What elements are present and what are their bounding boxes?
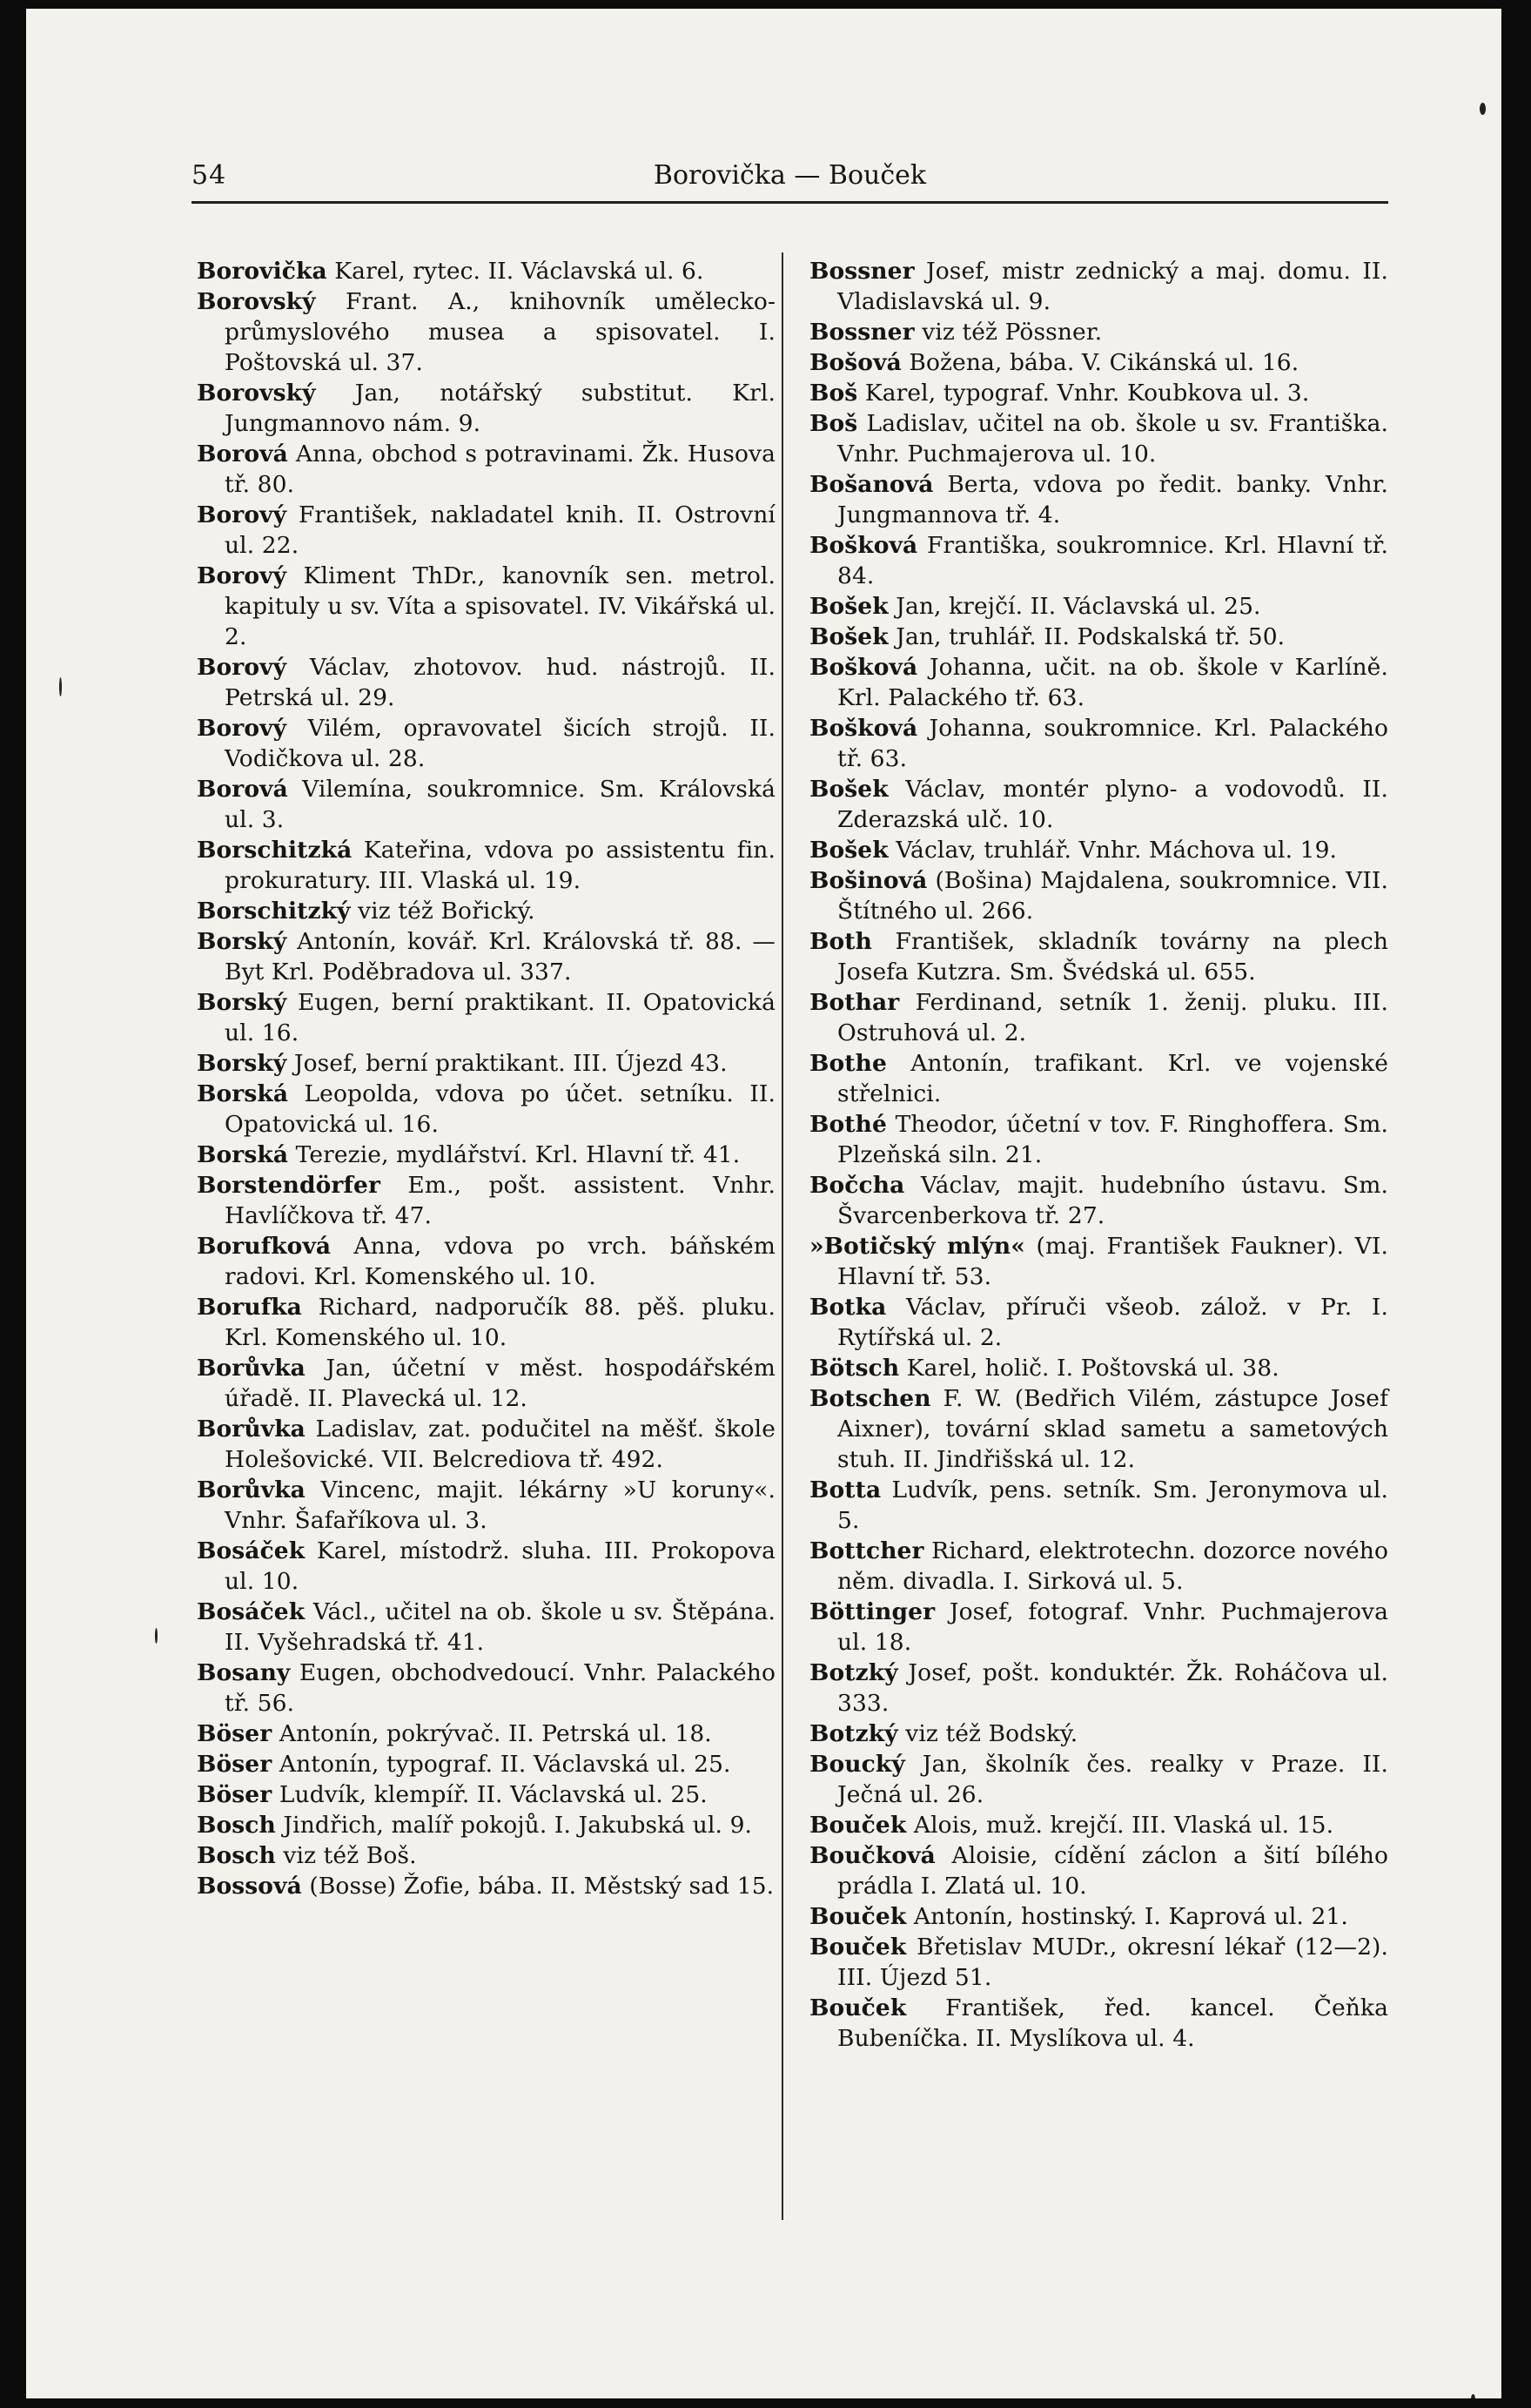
entry-surname: Bošek xyxy=(809,776,889,803)
entry-details: Frant. A., knihovník umělecko-průmyslového musea a spisovatel. I. Poštovská ul. 37. xyxy=(225,288,776,376)
entry-surname: Bošek xyxy=(809,837,889,864)
entry-details: Karel, rytec. II. Václavská ul. 6. xyxy=(326,258,704,285)
directory-entry xyxy=(809,774,1388,835)
entry-surname: Borovský xyxy=(197,380,316,407)
entry-details: (maj. František Faukner). VI. Hlavní tř. 53. xyxy=(837,1233,1388,1290)
directory-entry xyxy=(809,1475,1388,1536)
directory-entry xyxy=(809,591,1388,622)
directory-entry xyxy=(809,1993,1388,2054)
directory-entry xyxy=(197,500,776,561)
directory-entry xyxy=(809,408,1388,469)
entry-details: Ladislav, učitel na ob. škole u sv. Františka. Vnhr. Puchmajerova ul. 10. xyxy=(837,410,1388,467)
entry-details: Antonín, typograf. II. Václavská ul. 25. xyxy=(272,1751,731,1778)
directory-entry xyxy=(809,1749,1388,1810)
entry-details: Karel, místodrž. sluha. III. Prokopova ul. 10. xyxy=(225,1537,776,1595)
directory-entry xyxy=(197,378,776,439)
directory-entry xyxy=(197,1779,776,1810)
entry-details: Kateřina, vdova po assistentu fin. prokuratury. III. Vlaská ul. 19. xyxy=(225,837,776,894)
entry-surname: Böser xyxy=(197,1781,272,1808)
directory-entry xyxy=(809,865,1388,926)
entry-surname: Botzký xyxy=(809,1720,898,1747)
entry-surname: Borschitzká xyxy=(197,837,353,864)
directory-entry xyxy=(197,1140,776,1170)
directory-entry xyxy=(197,1292,776,1353)
entry-surname: Bouček xyxy=(809,1934,907,1961)
entry-details: Antonín, hostinský. I. Kaprová ul. 21. xyxy=(906,1903,1348,1930)
entry-surname: Boš xyxy=(809,380,858,407)
entry-surname: Borový xyxy=(197,715,287,742)
directory-entry xyxy=(197,561,776,652)
entry-details: Jan, školník čes. realky v Praze. II. Ječná ul. 26. xyxy=(837,1751,1388,1808)
entry-details: Josef, fotograf. Vnhr. Puchmajerova ul. 18. xyxy=(837,1598,1388,1656)
directory-entry xyxy=(809,317,1388,347)
entry-surname: Borový xyxy=(197,501,287,528)
page-header xyxy=(191,157,1388,200)
entry-details: Jan, krejčí. II. Václavská ul. 25. xyxy=(888,593,1261,620)
entry-details: Eugen, berní praktikant. II. Opatovická ul. 16. xyxy=(225,989,776,1046)
entry-details: Leopolda, vdova po účet. setníku. II. Opatovická ul. 16. xyxy=(225,1080,776,1138)
entry-surname: Bossová xyxy=(197,1873,302,1900)
entry-surname: Bothé xyxy=(809,1111,887,1138)
directory-entry xyxy=(809,1170,1388,1231)
left-column xyxy=(197,256,776,1901)
directory-entry xyxy=(809,378,1388,408)
entry-details: Anna, vdova po vrch. báňském radovi. Krl. Komenského ul. 10. xyxy=(225,1233,776,1290)
entry-surname: Borový xyxy=(197,654,287,681)
directory-entry xyxy=(197,1871,776,1901)
entry-details: Terezie, mydlářství. Krl. Hlavní tř. 41. xyxy=(288,1141,741,1168)
directory-entry xyxy=(809,1292,1388,1353)
directory-entry xyxy=(197,926,776,987)
directory-entry xyxy=(809,1383,1388,1475)
entry-details: Ladislav, zat. podučitel na měšť. škole Holešovické. VII. Belcrediova tř. 492. xyxy=(225,1416,776,1473)
entry-details: Vilém, opravovatel šicích strojů. II. Vodičkova ul. 28. xyxy=(225,715,776,772)
directory-entry xyxy=(809,987,1388,1048)
entry-details: Theodor, účetní v tov. F. Ringhoffera. Sm. Plzeňská siln. 21. xyxy=(837,1111,1388,1168)
entry-details: Berta, vdova po ředit. banky. Vnhr. Jungmannova tř. 4. xyxy=(837,471,1388,528)
entry-details: Johanna, učit. na ob. škole v Karlíně. Krl. Palackého tř. 63. xyxy=(837,654,1388,711)
entry-surname: Bosany xyxy=(197,1659,291,1686)
directory-entry xyxy=(197,1597,776,1658)
entry-surname: Borovička xyxy=(197,258,327,285)
directory-entry xyxy=(197,1048,776,1079)
entry-details: Jan, notářský substitut. Krl. Jungmannovo nám. 9. xyxy=(225,380,776,437)
directory-page xyxy=(26,9,1501,2398)
directory-entry xyxy=(809,1597,1388,1658)
directory-entry xyxy=(809,1719,1388,1749)
directory-entry xyxy=(197,1749,776,1779)
entry-details: František, skladník továrny na plech Josefa Kutzra. Sm. Švédská ul. 655. xyxy=(837,928,1388,985)
scan-speck xyxy=(1471,2394,1475,2398)
entry-details: Antonín, kovář. Krl. Královská tř. 88. — Byt Krl. Poděbradova ul. 337. xyxy=(225,928,776,985)
entry-surname: Botka xyxy=(809,1294,887,1321)
entry-surname: Bošek xyxy=(809,623,889,650)
directory-entry xyxy=(197,1231,776,1292)
entry-details: Františka, soukromnice. Krl. Hlavní tř. 84. xyxy=(837,532,1388,589)
entry-surname: Bouček xyxy=(809,1812,907,1839)
entry-surname: Borová xyxy=(197,776,288,803)
entry-surname: Borůvka xyxy=(197,1355,306,1382)
entry-surname: Bošová xyxy=(809,349,902,376)
entry-surname: Böser xyxy=(197,1751,272,1778)
directory-entry xyxy=(809,1536,1388,1597)
entry-details: Jan, truhlář. II. Podskalská tř. 50. xyxy=(888,623,1286,650)
entry-details: viz též Bodský. xyxy=(897,1720,1078,1747)
entry-surname: Boucký xyxy=(809,1751,905,1778)
directory-entry xyxy=(809,1231,1388,1292)
scan-speck xyxy=(155,1628,158,1644)
entry-details: Josef, mistr zednický a maj. domu. II. Vladislavská ul. 9. xyxy=(837,258,1388,315)
entry-details: František, nakladatel knih. II. Ostrovní ul. 22. xyxy=(225,501,776,559)
entry-surname: Borschitzký xyxy=(197,898,351,925)
entry-surname: Bošková xyxy=(809,715,918,742)
entry-surname: Both xyxy=(809,928,872,955)
entry-surname: Borůvka xyxy=(197,1416,306,1443)
entry-surname: Bosáček xyxy=(197,1598,306,1625)
running-head: Borovička — Bouček xyxy=(653,160,927,191)
directory-entry xyxy=(197,1536,776,1597)
entry-details: viz též Pössner. xyxy=(914,319,1103,346)
entry-details: Vincenc, majit. lékárny »U koruny«. Vnhr. Šafaříkova ul. 3. xyxy=(225,1476,776,1534)
directory-entry xyxy=(809,1048,1388,1109)
entry-surname: Bošinová xyxy=(809,867,928,894)
entry-surname: Botschen xyxy=(809,1385,931,1412)
directory-entry xyxy=(197,835,776,896)
entry-details: Alois, muž. krejčí. III. Vlaská ul. 15. xyxy=(906,1812,1334,1839)
directory-entry xyxy=(197,987,776,1048)
entry-details: Eugen, obchodvedoucí. Vnhr. Palackého tř. 56. xyxy=(225,1659,776,1717)
entry-surname: Bočcha xyxy=(809,1172,905,1199)
entry-details: Josef, pošt. konduktér. Žk. Roháčova ul. 333. xyxy=(837,1659,1388,1717)
page-number: 54 xyxy=(191,160,227,191)
entry-details: viz též Bořický. xyxy=(350,898,535,925)
entry-surname: Bothe xyxy=(809,1050,887,1077)
entry-surname: Bouček xyxy=(809,1994,907,2021)
directory-entry xyxy=(809,1901,1388,1932)
entry-surname: Bošková xyxy=(809,532,918,559)
entry-surname: Bothar xyxy=(809,989,900,1016)
entry-surname: Boučková xyxy=(809,1842,936,1869)
entry-surname: Botta xyxy=(809,1476,882,1503)
entry-surname: Bošanová xyxy=(809,471,934,498)
directory-entry xyxy=(197,1414,776,1475)
entry-details: F. W. (Bedřich Vilém, zástupce Josef Aixner), tovární sklad sametu a sametových stuh. II. Jindřišská ul. 12. xyxy=(837,1385,1388,1473)
entry-surname: Borský xyxy=(197,1050,287,1077)
entry-surname: Bosch xyxy=(197,1812,276,1839)
directory-entry xyxy=(197,1475,776,1536)
entry-details: Johanna, soukromnice. Krl. Palackého tř. 63. xyxy=(837,715,1388,772)
header-rule xyxy=(191,201,1388,204)
directory-entry xyxy=(197,286,776,378)
entry-details: Václav, příruči všeob. zálož. v Pr. I. Rytířská ul. 2. xyxy=(837,1294,1388,1351)
entry-details: Ferdinand, setník 1. ženij. pluku. III. Ostruhová ul. 2. xyxy=(837,989,1388,1046)
entry-surname: Bosch xyxy=(197,1842,276,1869)
directory-entry xyxy=(809,530,1388,591)
directory-entry xyxy=(197,896,776,926)
directory-entry xyxy=(197,256,776,286)
entry-surname: Borová xyxy=(197,441,288,467)
entry-surname: Bošková xyxy=(809,654,918,681)
entry-surname: Bossner xyxy=(809,319,915,346)
entry-details: Richard, nadporučík 88. pěš. pluku. Krl. Komenského ul. 10. xyxy=(225,1294,776,1351)
directory-entry xyxy=(809,1810,1388,1840)
entry-details: Václav, montér plyno- a vodovodů. II. Zderazská ulč. 10. xyxy=(837,776,1388,833)
directory-entry xyxy=(809,256,1388,317)
scan-speck xyxy=(59,677,62,696)
directory-entry xyxy=(809,1109,1388,1170)
entry-surname: Bötsch xyxy=(809,1355,900,1382)
entry-surname: Borovský xyxy=(197,288,316,315)
directory-entry xyxy=(809,622,1388,652)
entry-surname: Boš xyxy=(809,410,858,437)
directory-entry xyxy=(197,1719,776,1749)
entry-surname: Borský xyxy=(197,928,287,955)
entry-surname: Bottcher xyxy=(809,1537,924,1564)
entry-details: Antonín, pokrývač. II. Petrská ul. 18. xyxy=(272,1720,712,1747)
directory-entry xyxy=(197,1840,776,1871)
entry-details: Kliment ThDr., kanovník sen. metrol. kapituly u sv. Víta a spisovatel. IV. Vikářská ul. 2. xyxy=(225,562,776,650)
directory-entry xyxy=(809,1840,1388,1901)
directory-entry xyxy=(197,713,776,774)
entry-details: Richard, elektrotechn. dozorce nového něm. divadla. I. Sirková ul. 5. xyxy=(837,1537,1388,1595)
scan-speck xyxy=(1480,103,1486,115)
entry-surname: Böser xyxy=(197,1720,272,1747)
directory-entry xyxy=(197,1810,776,1840)
entry-surname: Borufková xyxy=(197,1233,332,1260)
directory-entry xyxy=(197,1079,776,1140)
entry-details: (Bosse) Žofie, bába. II. Městský sad 15. xyxy=(301,1873,775,1900)
entry-details: Aloisie, cídění záclon a šití bílého prádla I. Zlatá ul. 10. xyxy=(837,1842,1388,1900)
right-column xyxy=(809,256,1388,2054)
entry-details: Božena, bába. V. Cikánská ul. 16. xyxy=(901,349,1299,376)
entry-surname: Borstendörfer xyxy=(197,1172,381,1199)
entry-details: Václav, majit. hudebního ústavu. Sm. Švarcenberkova tř. 27. xyxy=(837,1172,1388,1229)
entry-details: Ludvík, klempíř. II. Václavská ul. 25. xyxy=(272,1781,708,1808)
directory-entry xyxy=(809,469,1388,530)
entry-surname: Borský xyxy=(197,989,287,1016)
directory-entry xyxy=(809,835,1388,865)
directory-entry xyxy=(809,1658,1388,1719)
entry-surname: Borská xyxy=(197,1080,289,1107)
entry-details: Antonín, trafikant. Krl. ve vojenské střelnici. xyxy=(837,1050,1388,1107)
entry-details: Josef, berní praktikant. III. Újezd 43. xyxy=(286,1050,728,1077)
directory-entry xyxy=(197,652,776,713)
entry-details: Em., pošt. assistent. Vnhr. Havlíčkova tř. 47. xyxy=(225,1172,776,1229)
entry-surname: Böttinger xyxy=(809,1598,936,1625)
entry-details: viz též Boš. xyxy=(275,1842,417,1869)
entry-details: Jindřich, malíř pokojů. I. Jakubská ul. 9. xyxy=(275,1812,753,1839)
directory-entry xyxy=(809,652,1388,713)
entry-details: Břetislav MUDr., okresní lékař (12—2). III. Újezd 51. xyxy=(837,1934,1388,1991)
entry-details: Vilemína, soukromnice. Sm. Královská ul. 3. xyxy=(225,776,776,833)
entry-details: Ludvík, pens. setník. Sm. Jeronymova ul. 5. xyxy=(837,1476,1388,1534)
directory-entry xyxy=(197,1353,776,1414)
directory-entry xyxy=(197,774,776,835)
entry-surname: Botzký xyxy=(809,1659,898,1686)
entry-details: Václav, zhotovov. hud. nástrojů. II. Petrská ul. 29. xyxy=(225,654,776,711)
entry-details: Jan, účetní v měst. hospodářském úřadě. II. Plavecká ul. 12. xyxy=(225,1355,776,1412)
entry-details: Karel, typograf. Vnhr. Koubkova ul. 3. xyxy=(857,380,1310,407)
directory-entry xyxy=(197,439,776,500)
entry-surname: Bouček xyxy=(809,1903,907,1930)
entry-surname: »Botičský mlýn« xyxy=(809,1233,1025,1260)
entry-details: Karel, holič. I. Poštovská ul. 38. xyxy=(899,1355,1279,1382)
directory-entry xyxy=(809,1932,1388,1993)
directory-entry xyxy=(809,347,1388,378)
entry-surname: Borufka xyxy=(197,1294,302,1321)
entry-surname: Bossner xyxy=(809,258,915,285)
directory-entry xyxy=(197,1170,776,1231)
entry-surname: Bošek xyxy=(809,593,889,620)
entry-surname: Borový xyxy=(197,562,287,589)
directory-entry xyxy=(809,926,1388,987)
entry-surname: Borská xyxy=(197,1141,289,1168)
entry-details: Václ., učitel na ob. škole u sv. Štěpána. II. Vyšehradská tř. 41. xyxy=(225,1598,776,1656)
entry-details: Anna, obchod s potravinami. Žk. Husova tř. 80. xyxy=(225,441,776,498)
directory-entry xyxy=(197,1658,776,1719)
directory-entry xyxy=(809,1353,1388,1383)
entry-details: (Bošina) Majdalena, soukromnice. VII. Štítného ul. 266. xyxy=(837,867,1388,925)
column-divider xyxy=(782,252,783,2220)
entry-details: Václav, truhlář. Vnhr. Máchova ul. 19. xyxy=(888,837,1338,864)
directory-entry xyxy=(809,713,1388,774)
entry-details: František, řed. kancel. Čeňka Bubeníčka. II. Myslíkova ul. 4. xyxy=(837,1994,1388,2052)
entry-surname: Borůvka xyxy=(197,1476,306,1503)
entry-surname: Bosáček xyxy=(197,1537,306,1564)
